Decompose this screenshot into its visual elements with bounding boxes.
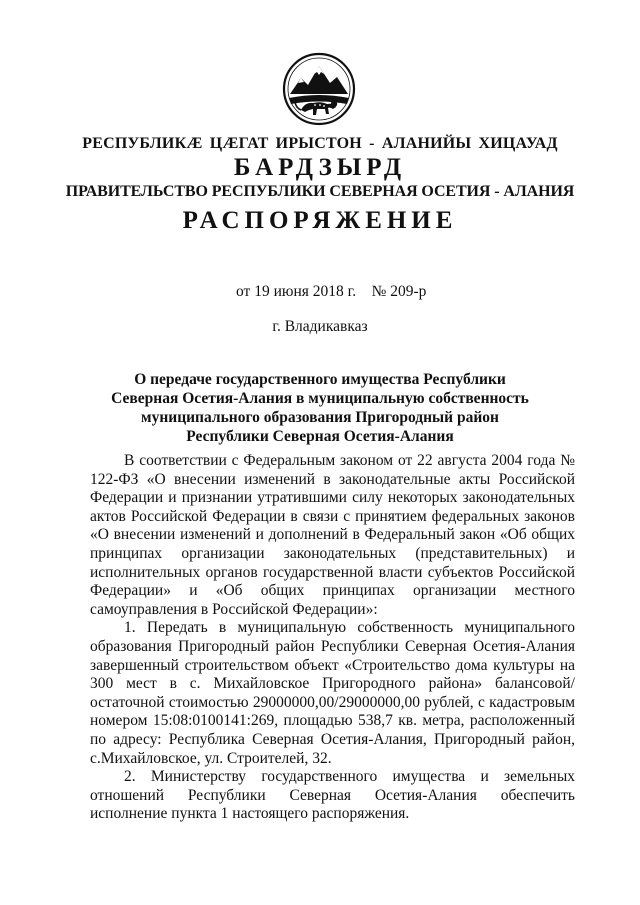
document-number: № 209-р — [371, 283, 427, 300]
russian-government-name: ПРАВИТЕЛЬСТВО РЕСПУБЛИКИ СЕВЕРНАЯ ОСЕТИЯ - АЛАНИЯ — [65, 183, 575, 200]
document-date: от 19 июня 2018 г. — [236, 283, 357, 300]
document-city: г. Владикавказ — [272, 318, 368, 335]
body-paragraph-preamble: В соответствии с Федеральным законом от 22 августа 2004 года № 122-ФЗ «О внесении изменений в законодательные акты Российской Федерации и признании утратившими силу некоторых законодательных актов Российской Федерации в связи с принятием федеральных законов «О внесении изменений и дополнений в Федеральный закон «Об общих принципах организации законодательных (представительных) и исполнительных органов государственной власти субъектов Российской Федерации» и «Об общих принципах организации местного самоуправления в Российской Федерации»: — [90, 452, 575, 618]
russian-document-type: РАСПОРЯЖЕНИЕ — [182, 207, 458, 234]
document-title: О передаче государственного имущества Республики Северная Осетия-Алания в муниципальную собственность муниципального образования Пригородный район Республики Северная Осетия-Алания — [111, 371, 529, 445]
date-number-line — [236, 283, 426, 301]
body-paragraph-item-2: 2. Министерству государственного имущества и земельных отношений Республики Северная Осетия-Алания обеспечить исполнение пункта 1 настоящего распоряжения. — [90, 768, 575, 823]
body-paragraph-item-1: 1. Передать в муниципальную собственность муниципального образования Пригородный район Республики Северная Осетия-Алания завершенный строительством объект «Строительство дома культуры на 300 мест в с. Михайловское Пригородного района» балансовой/остаточной стоимостью 29000000,00/29000000,00 рублей, с кадастровым номером 15:08:0100141:269, площадью 538,7 кв. метра, расположенный по адресу: Республика Северная Осетия-Алания, Пригородный район, с.Михайловское, ул. Строителей, 32. — [90, 619, 575, 767]
ossetian-government-name: РЕСПУБЛИКÆ ЦÆГАТ ИРЫСТОН - АЛАНИЙЫ ХИЦАУАД — [82, 135, 558, 152]
document-body — [90, 452, 575, 824]
coat-of-arms-icon — [281, 52, 357, 126]
ossetian-document-type: БАРДЗЫРД — [233, 154, 407, 181]
